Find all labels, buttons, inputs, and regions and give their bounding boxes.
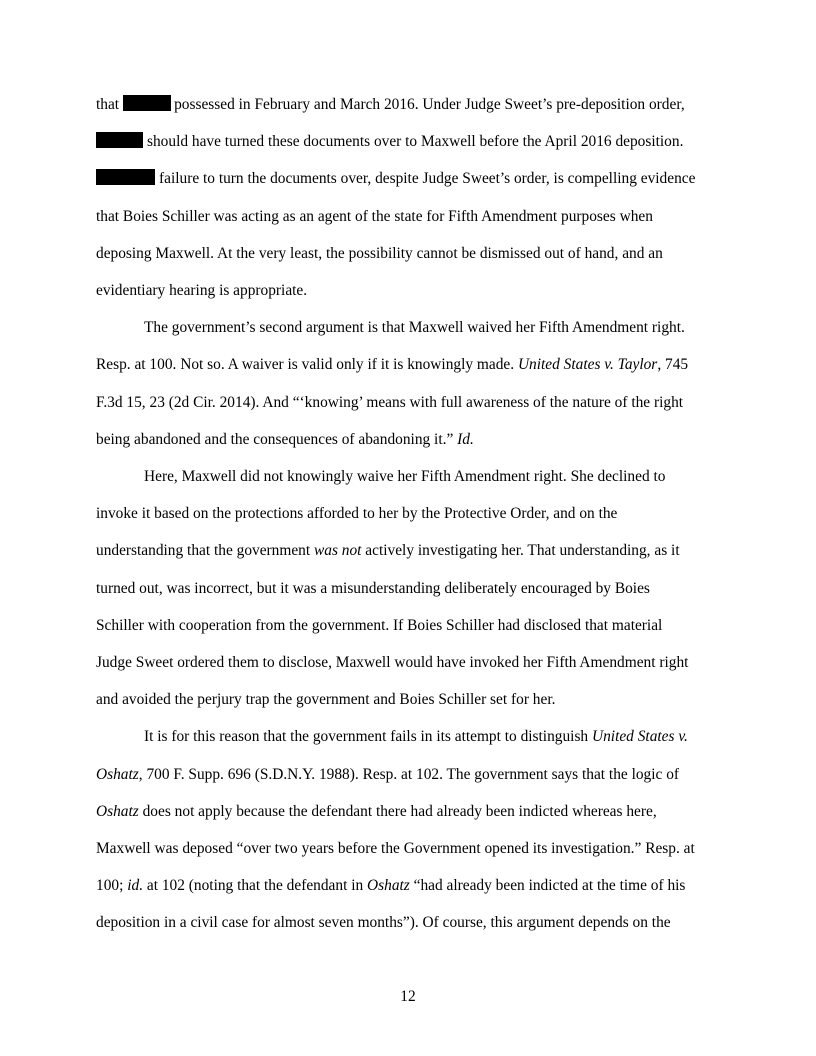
paragraph-4 xyxy=(96,718,724,941)
text-line xyxy=(96,160,724,197)
text-line xyxy=(96,718,724,755)
text-run: does not apply because the defendant there had already been indicted whereas here, xyxy=(138,802,657,820)
text-line: deposition in a civil case for almost seven months”). Of course, this argument depends on the xyxy=(96,914,671,932)
text-line xyxy=(96,421,724,458)
case-citation: Oshatz xyxy=(367,877,410,895)
text-run: at 102 (noting that the defendant in xyxy=(143,877,368,895)
text-line xyxy=(96,793,724,830)
text-line: that Boies Schiller was acting as an agent of the state for Fifth Amendment purposes when xyxy=(96,207,653,225)
text-line xyxy=(96,532,724,569)
case-citation: Oshatz xyxy=(96,802,139,820)
paragraph-3 xyxy=(96,458,724,718)
text-line: Schiller with cooperation from the government. If Boies Schiller had disclosed that material xyxy=(96,616,663,634)
text-run: being abandoned and the consequences of abandoning it.” xyxy=(96,430,458,448)
text-line xyxy=(96,756,724,793)
text-line: Judge Sweet ordered them to disclose, Maxwell would have invoked her Fifth Amendment right xyxy=(96,654,689,672)
text-line: turned out, was incorrect, but it was a misunderstanding deliberately encouraged by Boies xyxy=(96,579,650,597)
text-line: Here, Maxwell did not knowingly waive her Fifth Amendment right. She declined to xyxy=(144,468,666,486)
text-run: possessed in February and March 2016. Under Judge Sweet’s pre-deposition order, xyxy=(174,96,685,113)
text-line: invoke it based on the protections afforded to her by the Protective Order, and on the xyxy=(96,505,618,523)
redaction-box xyxy=(96,169,155,185)
text-run: Resp. at 100. Not so. A waiver is valid only if it is knowingly made. xyxy=(96,356,518,374)
emphasis: was not xyxy=(313,542,362,560)
text-line xyxy=(96,123,724,160)
text-line xyxy=(96,86,724,123)
case-citation: id. xyxy=(127,877,144,895)
text-line: The government’s second argument is that Maxwell waived her Fifth Amendment right. xyxy=(144,319,685,337)
text-run: that xyxy=(96,96,120,113)
text-line: evidentiary hearing is appropriate. xyxy=(96,282,308,300)
text-line xyxy=(96,867,724,904)
redaction-box xyxy=(123,95,171,111)
redaction-box xyxy=(96,132,143,148)
paragraph-2 xyxy=(96,309,724,458)
text-run: , 745 xyxy=(657,356,689,374)
text-line: deposing Maxwell. At the very least, the possibility cannot be dismissed out of hand, and an xyxy=(96,244,663,262)
text-line: Maxwell was deposed “over two years before the Government opened its investigation.” Resp. at xyxy=(96,840,695,858)
paragraph-1 xyxy=(96,86,724,309)
case-citation: Id. xyxy=(457,430,474,448)
text-run: should have turned these documents over to Maxwell before the April 2016 deposition. xyxy=(147,133,684,151)
text-run: understanding that the government xyxy=(96,542,314,560)
text-run: “had already been indicted at the time of his xyxy=(409,877,686,895)
document-body xyxy=(96,86,724,942)
text-run: actively investigating her. That understanding, as it xyxy=(361,542,680,560)
text-line xyxy=(96,346,724,383)
case-citation: United States v. xyxy=(591,728,688,746)
text-run: failure to turn the documents over, despite Judge Sweet’s order, is compelling evidence xyxy=(159,170,696,188)
case-citation: United States v. Taylor xyxy=(517,356,658,374)
text-run: 100; xyxy=(96,877,128,895)
case-citation: Oshatz xyxy=(96,765,139,783)
text-run: , 700 F. Supp. 696 (S.D.N.Y. 1988). Resp. at 102. The government says that the logic of xyxy=(138,765,680,783)
text-line: and avoided the perjury trap the government and Boies Schiller set for her. xyxy=(96,691,556,709)
page-number: 12 xyxy=(400,988,416,1005)
text-run: It is for this reason that the government fails in its attempt to distinguish xyxy=(144,728,592,746)
text-line: F.3d 15, 23 (2d Cir. 2014). And “‘knowing’ means with full awareness of the nature of the right xyxy=(96,393,684,411)
